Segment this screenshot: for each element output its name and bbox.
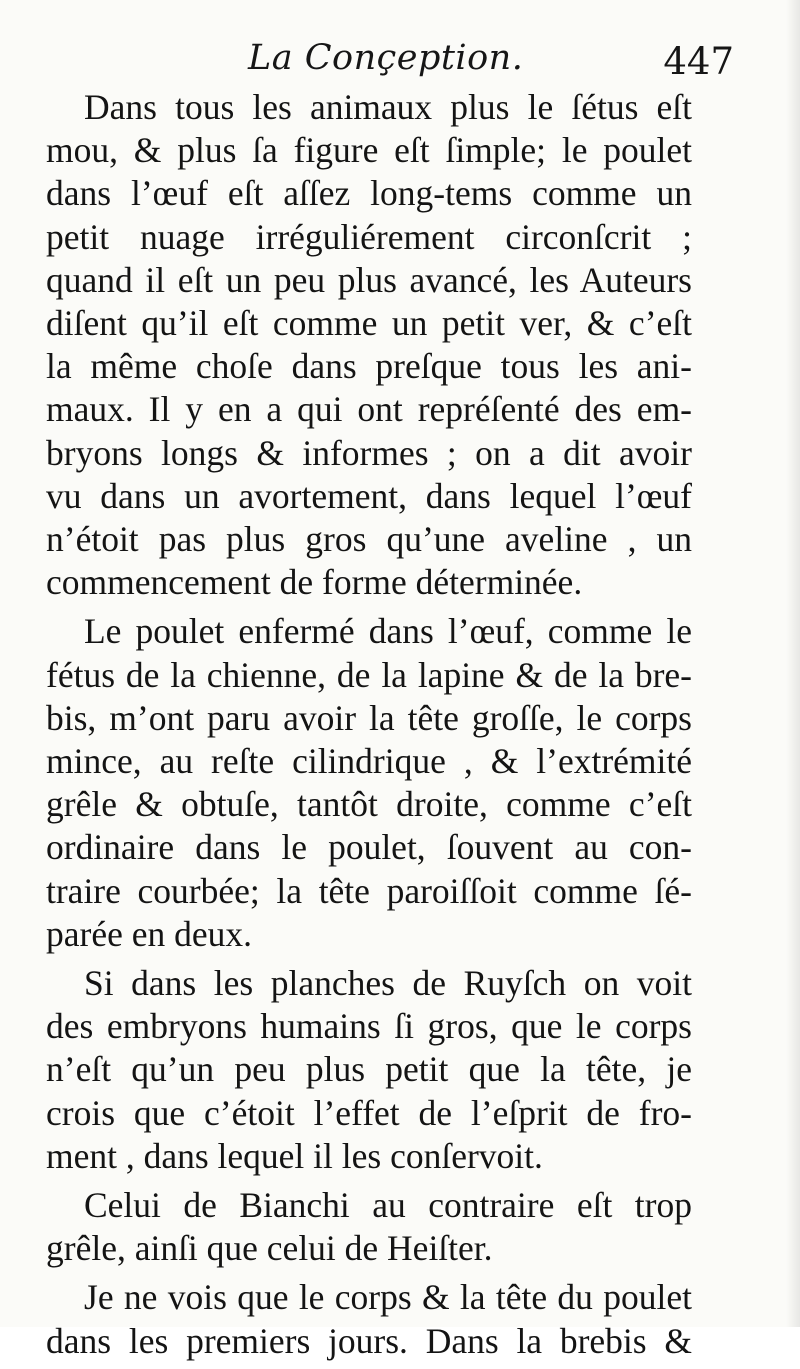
text-line: maux. Il y en a qui ont repréſenté des em- bbox=[46, 389, 692, 430]
running-title: La Conçeption. bbox=[248, 38, 524, 78]
paragraph-1 bbox=[46, 86, 692, 604]
text-line: crois que c’étoit l’effet de l’eſprit de fro- bbox=[46, 1092, 692, 1133]
text-line: Celui de Bianchi au contraire eſt trop bbox=[84, 1185, 692, 1226]
text-line: dans l’œuf eſt aſſez long-tems comme un bbox=[46, 173, 692, 214]
paragraph-4 bbox=[46, 1184, 692, 1270]
paragraph-2 bbox=[46, 610, 692, 956]
text-line: diſent qu’il eſt comme un petit ver, & c’eſt bbox=[46, 303, 692, 344]
text-line: mince, au reſte cilindrique , & l’extrémité bbox=[46, 741, 692, 782]
text-line: vu dans un avortement, dans lequel l’œuf bbox=[46, 475, 692, 516]
text-line: grêle, ainſi que celui de Heiſter. bbox=[46, 1228, 493, 1269]
text-line: la même choſe dans preſque tous les ani- bbox=[46, 346, 692, 387]
text-line: Si dans les planches de Ruyſch on voit bbox=[84, 963, 692, 1004]
text-line: fétus de la chienne, de la lapine & de la bre- bbox=[46, 654, 692, 695]
text-line: Le poulet enfermé dans l’œuf, comme le bbox=[84, 611, 692, 652]
text-line: mou, & plus ſa figure eſt ſimple; le poulet bbox=[46, 130, 692, 171]
text-line: bis, m’ont paru avoir la tête groſſe, le corps bbox=[46, 697, 692, 738]
page-header bbox=[48, 38, 748, 92]
paragraph-3 bbox=[46, 962, 692, 1178]
paragraph-5 bbox=[46, 1276, 692, 1362]
text-line: ment , dans lequel il les conſervoit. bbox=[46, 1135, 543, 1176]
text-line: Dans tous les animaux plus le ſétus eſt bbox=[84, 87, 692, 127]
text-line: quand il eſt un peu plus avancé, les Auteurs bbox=[46, 259, 692, 300]
text-line: bryons longs & informes ; on a dit avoir bbox=[46, 432, 692, 473]
text-line: parée en deux. bbox=[46, 913, 252, 954]
text-line: grêle & obtuſe, tantôt droite, comme c’eſt bbox=[46, 784, 692, 825]
text-line: petit nuage irréguliérement circonſcrit ; bbox=[46, 216, 692, 257]
text-line: dans les premiers jours. Dans la brebis & bbox=[46, 1320, 692, 1361]
text-line: ordinaire dans le poulet, ſouvent au con- bbox=[46, 827, 692, 868]
body-text bbox=[46, 86, 692, 1369]
text-line: n’étoit pas plus gros qu’une aveline , un bbox=[46, 519, 692, 560]
text-line: commencement de forme déterminée. bbox=[46, 562, 583, 603]
text-line: traire courbée; la tête paroiſſoit comme ſé- bbox=[46, 870, 692, 911]
text-line: Je ne vois que le corps & la tête du poulet bbox=[84, 1277, 692, 1318]
text-line: des embryons humains ſi gros, que le corps bbox=[46, 1006, 692, 1047]
text-line: n’eſt qu’un peu plus petit que la tête, je bbox=[46, 1049, 692, 1090]
page-number: 447 bbox=[663, 40, 734, 83]
page-edge-shadow bbox=[786, 0, 800, 1327]
